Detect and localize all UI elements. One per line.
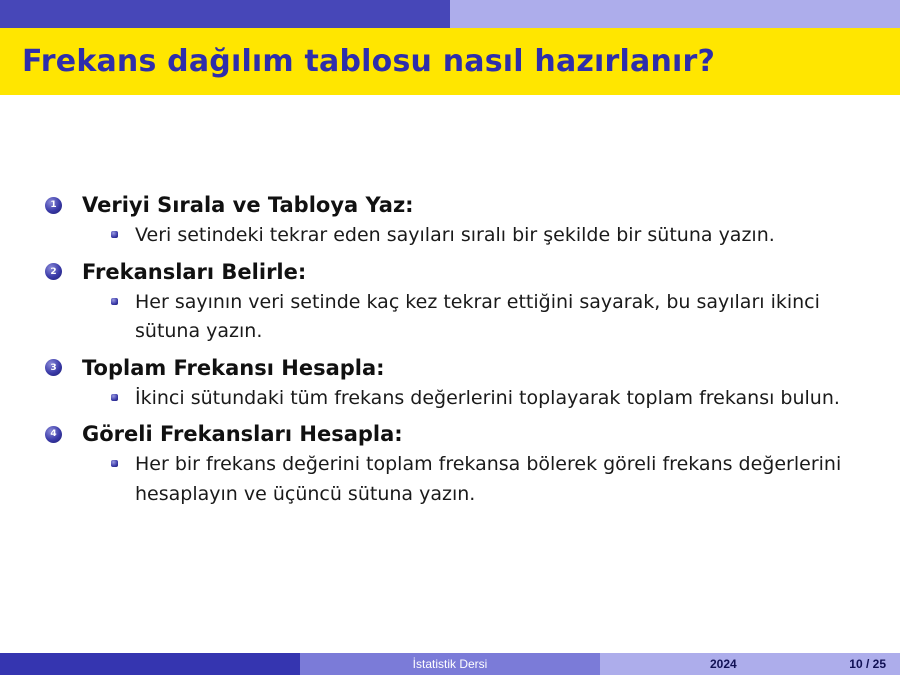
- item-detail: Her sayının veri setinde kaç kez tekrar ettiğini sayarak, bu sayıları ikinci sütuna yazın.: [135, 290, 820, 342]
- item-detail: Her bir frekans değerini toplam frekansa bölerek göreli frekans değerlerini hesaplayın ve üçüncü sütuna yazın.: [135, 453, 842, 505]
- item-title: Frekansları Belirle:: [82, 259, 307, 284]
- bullet-icon: [111, 394, 118, 401]
- list-item: [45, 353, 885, 414]
- item-title: Toplam Frekansı Hesapla:: [82, 355, 385, 380]
- top-bar-left-segment: [0, 0, 450, 28]
- footer-year: 2024: [710, 657, 737, 671]
- number-2-icon: 2: [45, 263, 62, 280]
- slide-title-bar: [0, 28, 900, 95]
- number-1-icon: 1: [45, 197, 62, 214]
- list-item: [45, 419, 885, 509]
- item-detail: Veri setindeki tekrar eden sayıları sıralı bir şekilde bir sütuna yazın.: [135, 224, 775, 246]
- list-item: [45, 190, 885, 251]
- top-navigation-bar: [0, 0, 900, 28]
- slide-content: [45, 190, 885, 515]
- list-item: [45, 257, 885, 347]
- footer-left-segment: [0, 653, 300, 675]
- footer-right-segment: [600, 653, 900, 675]
- item-title: Veriyi Sırala ve Tabloya Yaz:: [82, 193, 414, 217]
- number-4-icon: 4: [45, 426, 62, 443]
- slide-title: Frekans dağılım tablosu nasıl hazırlanır?: [22, 44, 716, 79]
- footer-course: İstatistik Dersi: [300, 653, 600, 675]
- item-detail: İkinci sütundaki tüm frekans değerlerini toplayarak toplam frekansı bulun.: [135, 386, 840, 409]
- bullet-icon: [111, 298, 118, 305]
- top-bar-right-segment: [450, 0, 900, 28]
- page-number: 10 / 25: [849, 657, 886, 671]
- number-3-icon: 3: [45, 359, 62, 376]
- slide-footer: [0, 653, 900, 675]
- bullet-icon: [111, 231, 118, 238]
- item-title: Göreli Frekansları Hesapla:: [82, 422, 403, 446]
- bullet-icon: [111, 460, 118, 467]
